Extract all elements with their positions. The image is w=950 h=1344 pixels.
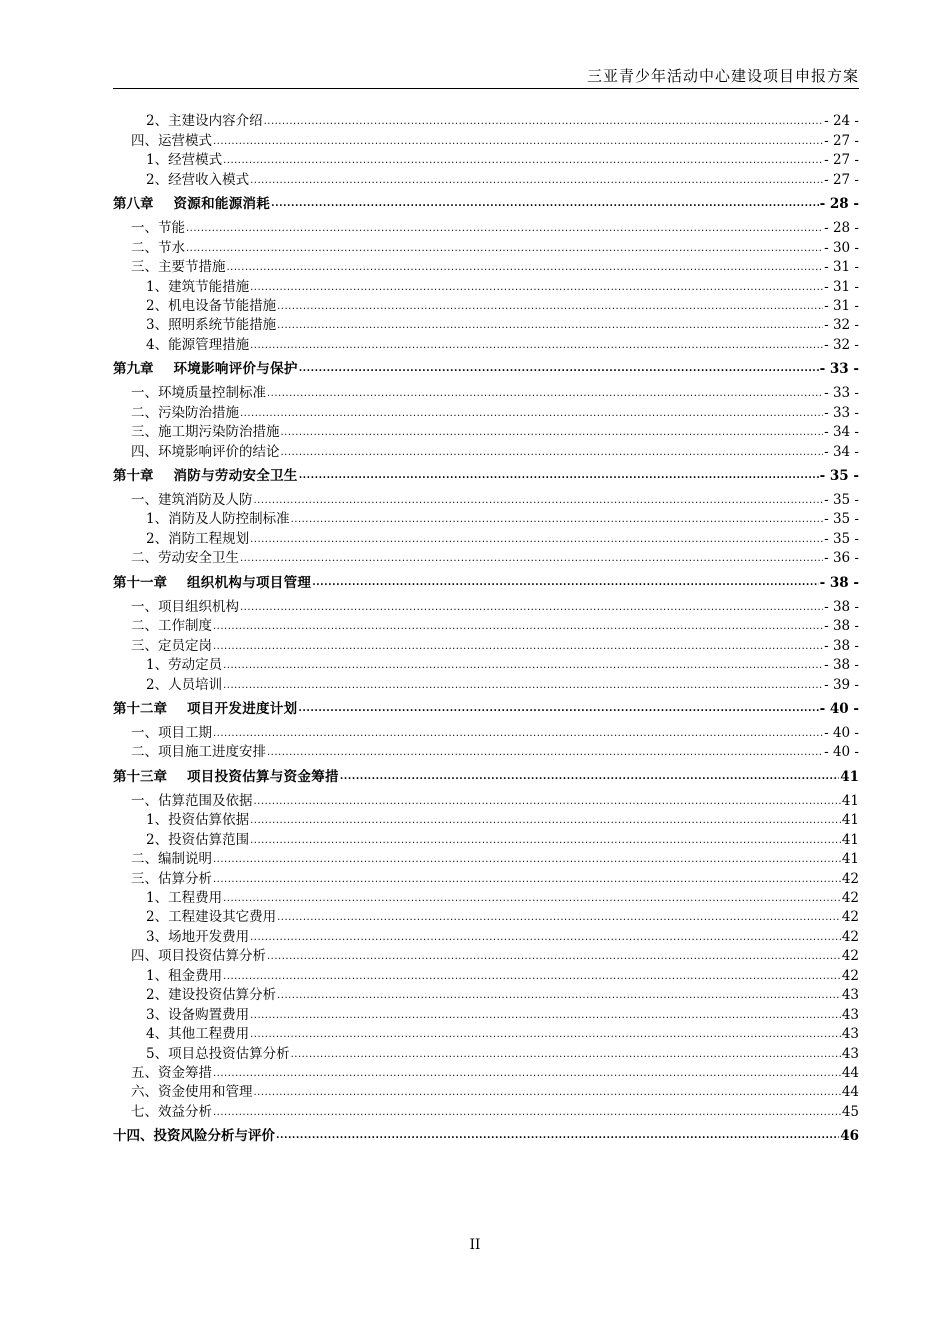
header-title: 三亚青少年活动中心建设项目申报方案: [586, 67, 859, 85]
dot-leader: [267, 743, 823, 762]
toc-entry[interactable]: [113, 743, 859, 762]
toc-page-number: - 39 -: [824, 676, 859, 693]
dot-leader: [276, 1126, 839, 1146]
toc-page-number: - 31 -: [824, 278, 859, 295]
toc-entry-label: 2、主建设内容介绍: [146, 113, 263, 130]
toc-entry[interactable]: [113, 549, 859, 568]
toc-page-number: - 31 -: [824, 297, 859, 314]
toc-page-number: - 38 -: [824, 618, 859, 635]
toc-entry-label: 1、劳动定员: [146, 657, 223, 674]
toc-page-number: 43: [841, 1026, 859, 1043]
toc-page-number: - 33 -: [824, 404, 859, 421]
toc-entry[interactable]: [113, 442, 859, 461]
dot-leader: [267, 384, 823, 403]
toc-entry-label: 5、项目总投资估算分析: [146, 1045, 290, 1062]
toc-page-number: - 35 -: [824, 492, 859, 508]
toc-entry-label: 3、设备购置费用: [146, 1006, 250, 1023]
toc-page-number: 41: [841, 792, 859, 809]
toc-entry-label: 3、照明系统节能措施: [146, 317, 277, 334]
dot-leader: [250, 530, 823, 549]
dot-leader: [186, 219, 823, 238]
dot-leader: [250, 1006, 841, 1025]
toc-page-number: - 38 -: [824, 637, 859, 654]
chapter-title: 组织机构与项目管理: [187, 574, 312, 591]
toc-page-number: - 34 -: [824, 443, 859, 460]
dot-leader: [281, 443, 824, 462]
toc-page-number: - 31 -: [824, 259, 859, 276]
dot-leader: [250, 336, 823, 355]
dot-leader: [240, 598, 823, 617]
toc-page-number: - 33 -: [824, 385, 859, 402]
toc-entry[interactable]: [113, 403, 859, 422]
chapter-number: 第九章: [113, 361, 154, 378]
dot-leader: [271, 194, 818, 214]
dot-leader: [250, 928, 841, 947]
toc-entry-label: 2、建设投资估算分析: [146, 987, 277, 1004]
toc-page-number: - 32 -: [824, 317, 859, 334]
toc-entry[interactable]: [113, 724, 859, 743]
toc-page-number: 42: [841, 909, 859, 926]
toc-page-number: 43: [841, 1006, 859, 1023]
toc-page-number: - 40 -: [819, 701, 859, 717]
toc-entry[interactable]: [113, 811, 859, 830]
toc-page-number: - 40 -: [824, 744, 859, 761]
dot-leader: [250, 1025, 841, 1044]
toc-entry-label: 三、主要节措施: [131, 259, 226, 276]
dot-leader: [213, 637, 823, 656]
toc-entry-label: 2、经营收入模式: [146, 171, 250, 188]
dot-leader: [213, 724, 823, 743]
toc-page-number: - 35 -: [819, 468, 859, 485]
toc-entry-label: 2、人员培训: [146, 676, 223, 693]
chapter-number: 第八章: [113, 196, 154, 213]
dot-leader: [254, 792, 841, 811]
toc-page-number: - 27 -: [824, 171, 859, 188]
toc-entry-label: 三、定员定岗: [131, 637, 212, 654]
toc-entry-label: 一、节能: [131, 220, 185, 237]
toc-entry-label: 二、劳动安全卫生: [131, 550, 239, 567]
dot-leader: [277, 297, 823, 316]
toc-chapter-entry[interactable]: [113, 190, 859, 219]
toc-page-number: - 38 -: [824, 598, 859, 615]
toc-page-number: 42: [841, 870, 859, 887]
toc-page-number: 44: [841, 1064, 859, 1081]
dot-leader: [213, 132, 823, 151]
dot-leader: [281, 423, 824, 442]
toc-entry-label: 4、其他工程费用: [146, 1026, 250, 1043]
dot-leader: [250, 278, 823, 297]
toc-page-number: 45: [841, 1103, 859, 1120]
toc-entry-label: 二、污染防治措施: [131, 404, 239, 421]
toc-entry[interactable]: [113, 947, 859, 966]
toc-entry-label: 1、建筑节能措施: [146, 278, 250, 295]
toc-entry[interactable]: [113, 791, 859, 810]
toc-entry-label: 1、工程费用: [146, 890, 223, 906]
toc-entry[interactable]: [113, 510, 859, 529]
dot-leader: [277, 986, 841, 1005]
toc-page-number: 41: [841, 831, 859, 848]
dot-leader: [267, 947, 841, 966]
dot-leader: [312, 573, 818, 593]
toc-chapter-entry[interactable]: [113, 762, 859, 791]
toc-entry[interactable]: [113, 277, 859, 296]
toc-page-number: - 35 -: [824, 511, 859, 528]
toc-page-number: 41: [841, 851, 859, 868]
toc-entry[interactable]: [113, 1005, 859, 1024]
toc-entry[interactable]: [113, 869, 859, 888]
toc-entry[interactable]: [113, 656, 859, 675]
toc-entry[interactable]: [113, 597, 859, 616]
dot-leader: [213, 1064, 841, 1083]
toc-entry[interactable]: [113, 636, 859, 655]
toc-entry[interactable]: [113, 966, 859, 985]
dot-leader: [277, 908, 841, 927]
toc-entry[interactable]: [113, 1102, 859, 1121]
chapter-title: 资源和能源消耗: [173, 196, 271, 213]
toc-entry-label: 五、资金筹措: [131, 1064, 212, 1081]
toc-entry[interactable]: [113, 316, 859, 335]
toc-entry-label: [113, 466, 298, 486]
table-of-contents: [113, 112, 859, 1151]
toc-entry-label: 3、场地开发费用: [146, 928, 250, 945]
toc-entry[interactable]: [113, 675, 859, 694]
dot-leader: [223, 676, 823, 695]
toc-entry[interactable]: [113, 986, 859, 1005]
toc-entry[interactable]: [113, 423, 859, 442]
toc-page-number: - 30 -: [824, 239, 859, 256]
toc-entry-label: 4、能源管理措施: [146, 336, 250, 353]
dot-leader: [291, 1045, 841, 1064]
toc-page-number: - 35 -: [824, 530, 859, 547]
toc-entry-label: 2、投资估算范围: [146, 831, 250, 848]
toc-page-number: - 27 -: [824, 152, 859, 169]
toc-entry[interactable]: [113, 491, 859, 510]
toc-entry[interactable]: [113, 1044, 859, 1063]
toc-page-number: - 40 -: [824, 724, 859, 741]
dot-leader: [213, 870, 841, 889]
toc-entry-label: 一、项目组织机构: [131, 598, 239, 615]
toc-entry-label: 一、项目工期: [131, 724, 212, 741]
toc-entry-label: 1、租金费用: [146, 967, 223, 984]
toc-entry[interactable]: [113, 219, 859, 238]
toc-page-number: 44: [841, 1084, 859, 1101]
toc-entry-label: [113, 359, 298, 379]
dot-leader: [227, 258, 824, 277]
dot-leader: [298, 699, 818, 719]
dot-leader: [250, 811, 841, 830]
toc-entry-label: 三、估算分析: [131, 870, 212, 887]
dot-leader: [299, 359, 819, 379]
chapter-title: 项目投资估算与资金筹措: [187, 768, 339, 785]
toc-page-number: - 38 -: [819, 574, 859, 591]
toc-entry[interactable]: [113, 258, 859, 277]
toc-page-number: - 28 -: [819, 196, 859, 213]
toc-page-number: - 33 -: [819, 361, 859, 378]
toc-entry[interactable]: [113, 927, 859, 946]
chapter-title: 消防与劳动安全卫生: [173, 468, 298, 485]
toc-entry-label: 二、编制说明: [131, 851, 212, 868]
toc-entry[interactable]: [113, 617, 859, 636]
toc-page-number: - 38 -: [824, 657, 859, 674]
chapter-number: 第十三章: [113, 768, 167, 785]
toc-page-number: 42: [841, 948, 859, 965]
dot-leader: [223, 151, 823, 170]
toc-entry-label: 十四、投资风险分析与评价: [113, 1128, 275, 1145]
toc-entry-label: 七、效益分析: [131, 1103, 212, 1120]
chapter-number: 第十二章: [113, 701, 167, 717]
page-number: II: [469, 1237, 481, 1253]
dot-leader: [213, 617, 823, 636]
toc-page-number: 43: [841, 1045, 859, 1062]
dot-leader: [277, 316, 823, 335]
page-header: [113, 66, 859, 89]
toc-chapter-entry[interactable]: [113, 568, 859, 597]
page-footer: [0, 1236, 950, 1254]
toc-page-number: - 32 -: [824, 336, 859, 353]
chapter-title: 环境影响评价与保护: [173, 361, 298, 378]
toc-page-number: - 34 -: [824, 424, 859, 441]
toc-entry-label: 一、建筑消防及人防: [131, 492, 253, 508]
chapter-title: 项目开发进度计划: [187, 701, 298, 717]
toc-page-number: 42: [841, 928, 859, 945]
toc-page-number: 42: [841, 890, 859, 906]
toc-chapter-entry[interactable]: [113, 355, 859, 384]
dot-leader: [254, 491, 824, 510]
toc-entry[interactable]: [113, 170, 859, 189]
toc-entry[interactable]: [113, 908, 859, 927]
toc-entry[interactable]: [113, 1064, 859, 1083]
dot-leader: [223, 656, 823, 675]
toc-entry[interactable]: [113, 151, 859, 170]
toc-entry[interactable]: [113, 112, 859, 131]
toc-entry-label: 二、项目施工进度安排: [131, 744, 266, 761]
dot-leader: [299, 466, 819, 486]
toc-entry[interactable]: [113, 131, 859, 150]
dot-leader: [240, 549, 823, 568]
toc-page-number: 41: [840, 768, 859, 785]
toc-entry[interactable]: [113, 529, 859, 548]
dot-leader: [240, 404, 823, 423]
toc-entry-label: 1、经营模式: [146, 152, 223, 169]
dot-leader: [264, 112, 824, 131]
toc-entry-label: 四、运营模式: [131, 132, 212, 149]
dot-leader: [213, 1103, 841, 1122]
toc-entry-label: 四、项目投资估算分析: [131, 948, 266, 965]
toc-entry-label: [113, 699, 297, 719]
toc-entry-label: 三、施工期污染防治措施: [131, 424, 280, 441]
toc-entry-label: [113, 573, 311, 593]
dot-leader: [340, 767, 839, 787]
dot-leader: [291, 510, 824, 529]
dot-leader: [250, 831, 841, 850]
toc-entry[interactable]: [113, 297, 859, 316]
dot-leader: [186, 239, 823, 258]
toc-entry-label: 2、消防工程规划: [146, 530, 250, 547]
toc-entry[interactable]: [113, 1083, 859, 1102]
toc-entry-label: 二、工作制度: [131, 618, 212, 635]
toc-entry-label: 六、资金使用和管理: [131, 1084, 253, 1101]
toc-entry[interactable]: [113, 335, 859, 354]
toc-chapter-entry[interactable]: [113, 1122, 859, 1151]
toc-entry[interactable]: [113, 850, 859, 869]
toc-entry-label: 二、节水: [131, 239, 185, 256]
dot-leader: [213, 850, 841, 869]
toc-entry[interactable]: [113, 830, 859, 849]
toc-entry-label: 1、消防及人防控制标准: [146, 511, 290, 528]
dot-leader: [223, 967, 841, 986]
toc-chapter-entry[interactable]: [113, 695, 859, 724]
dot-leader: [254, 1083, 841, 1102]
dot-leader: [223, 889, 841, 908]
toc-page-number: 46: [840, 1128, 859, 1145]
toc-entry-label: 2、工程建设其它费用: [146, 909, 277, 926]
toc-entry-label: [113, 194, 270, 214]
toc-page-number: - 28 -: [824, 220, 859, 237]
toc-entry[interactable]: [113, 238, 859, 257]
toc-page-number: - 27 -: [824, 132, 859, 149]
dot-leader: [250, 171, 823, 190]
toc-entry-label: [113, 767, 339, 787]
toc-entry[interactable]: [113, 384, 859, 403]
toc-entry-label: 一、估算范围及依据: [131, 792, 253, 809]
chapter-number: 第十一章: [113, 574, 167, 591]
toc-entry-label: 2、机电设备节能措施: [146, 297, 277, 314]
toc-page-number: 41: [841, 812, 859, 829]
toc-entry[interactable]: [113, 889, 859, 908]
toc-chapter-entry[interactable]: [113, 462, 859, 491]
toc-page-number: 43: [841, 987, 859, 1004]
toc-entry-label: 一、环境质量控制标准: [131, 385, 266, 402]
toc-page-number: - 24 -: [824, 113, 859, 130]
chapter-number: 第十章: [113, 468, 154, 485]
toc-entry[interactable]: [113, 1025, 859, 1044]
toc-page-number: 42: [841, 967, 859, 984]
toc-page-number: - 36 -: [824, 550, 859, 567]
toc-entry-label: 四、环境影响评价的结论: [131, 443, 280, 460]
toc-entry-label: 1、投资估算依据: [146, 812, 250, 829]
